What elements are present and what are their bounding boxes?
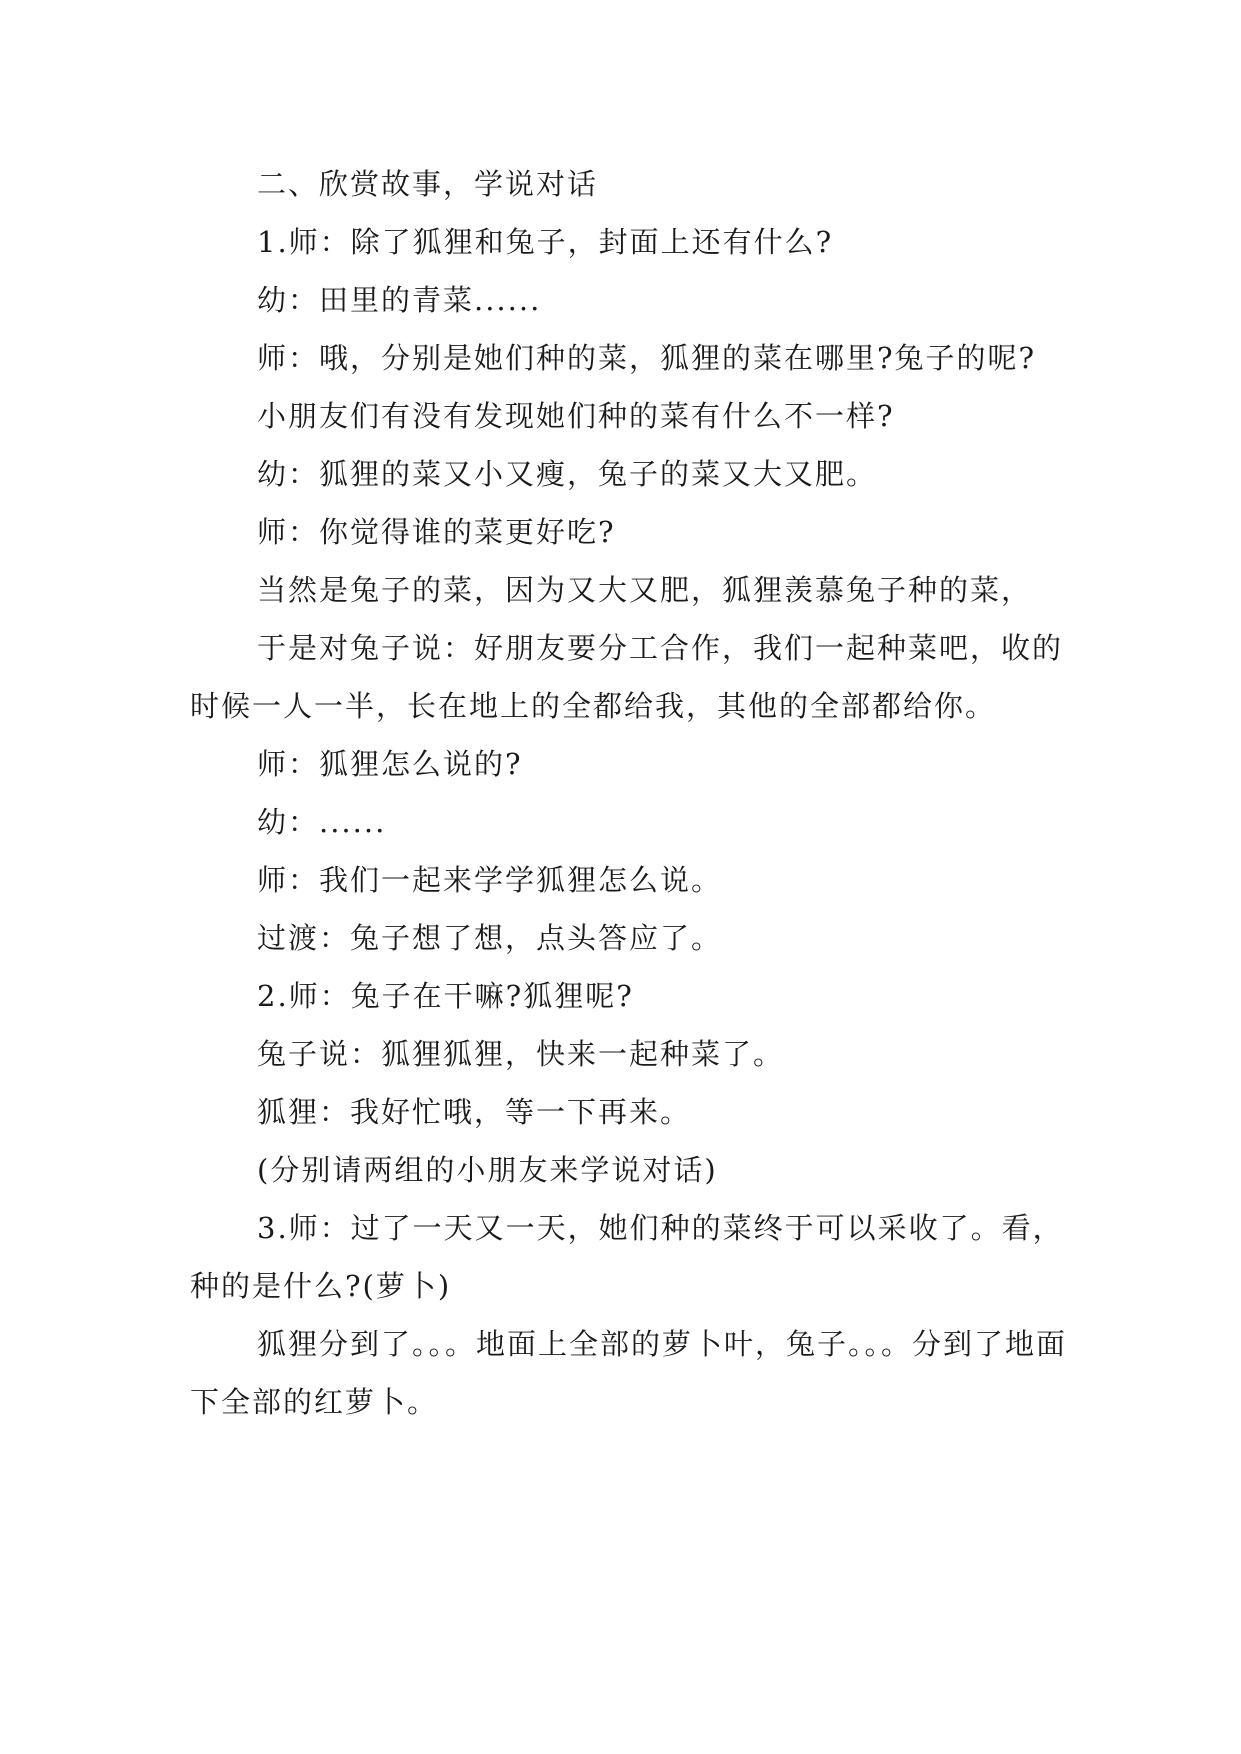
- paragraph: 幼：田里的青菜......: [257, 283, 542, 317]
- paragraph: 幼：......: [257, 805, 387, 839]
- paragraph: 过渡：兔子想了想，点头答应了。: [257, 921, 723, 955]
- section-heading: 二、欣赏故事，学说对话: [257, 167, 599, 201]
- paragraph: (分别请两组的小朋友来学说对话): [257, 1153, 718, 1187]
- paragraph: 小朋友们有没有发现她们种的菜有什么不一样?: [257, 399, 895, 433]
- paragraph: 师：我们一起来学学狐狸怎么说。: [257, 863, 723, 897]
- paragraph: 2.师：兔子在干嘛?狐狸呢?: [257, 979, 634, 1013]
- paragraph: 幼：狐狸的菜又小又瘦，兔子的菜又大又肥。: [257, 457, 878, 491]
- paragraph: 于是对兔子说：好朋友要分工合作，我们一起种菜吧，收的时候一人一半，长在地上的全都给我，其他的全部都给你。: [190, 631, 1064, 723]
- paragraph: 3.师：过了一天又一天，她们种的菜终于可以采收了。看，种的是什么?(萝卜): [190, 1211, 1064, 1303]
- paragraph: 狐狸分到了。。。地面上全部的萝卜叶，兔子。。。分到了地面下全部的红萝卜。: [190, 1327, 1068, 1419]
- paragraph: 1.师：除了狐狸和兔子，封面上还有什么?: [257, 225, 834, 259]
- paragraph: 当然是兔子的菜，因为又大又肥，狐狸羡慕兔子种的菜，: [257, 573, 1033, 607]
- paragraph: 兔子说：狐狸狐狸，快来一起种菜了。: [257, 1037, 785, 1071]
- paragraph: 狐狸：我好忙哦，等一下再来。: [257, 1095, 692, 1129]
- paragraph: 师：狐狸怎么说的?: [257, 747, 523, 781]
- paragraph: 师：哦，分别是她们种的菜，狐狸的菜在哪里?兔子的呢?: [257, 341, 1037, 375]
- document-body: [190, 155, 1070, 1431]
- paragraph: 师：你觉得谁的菜更好吃?: [257, 515, 616, 549]
